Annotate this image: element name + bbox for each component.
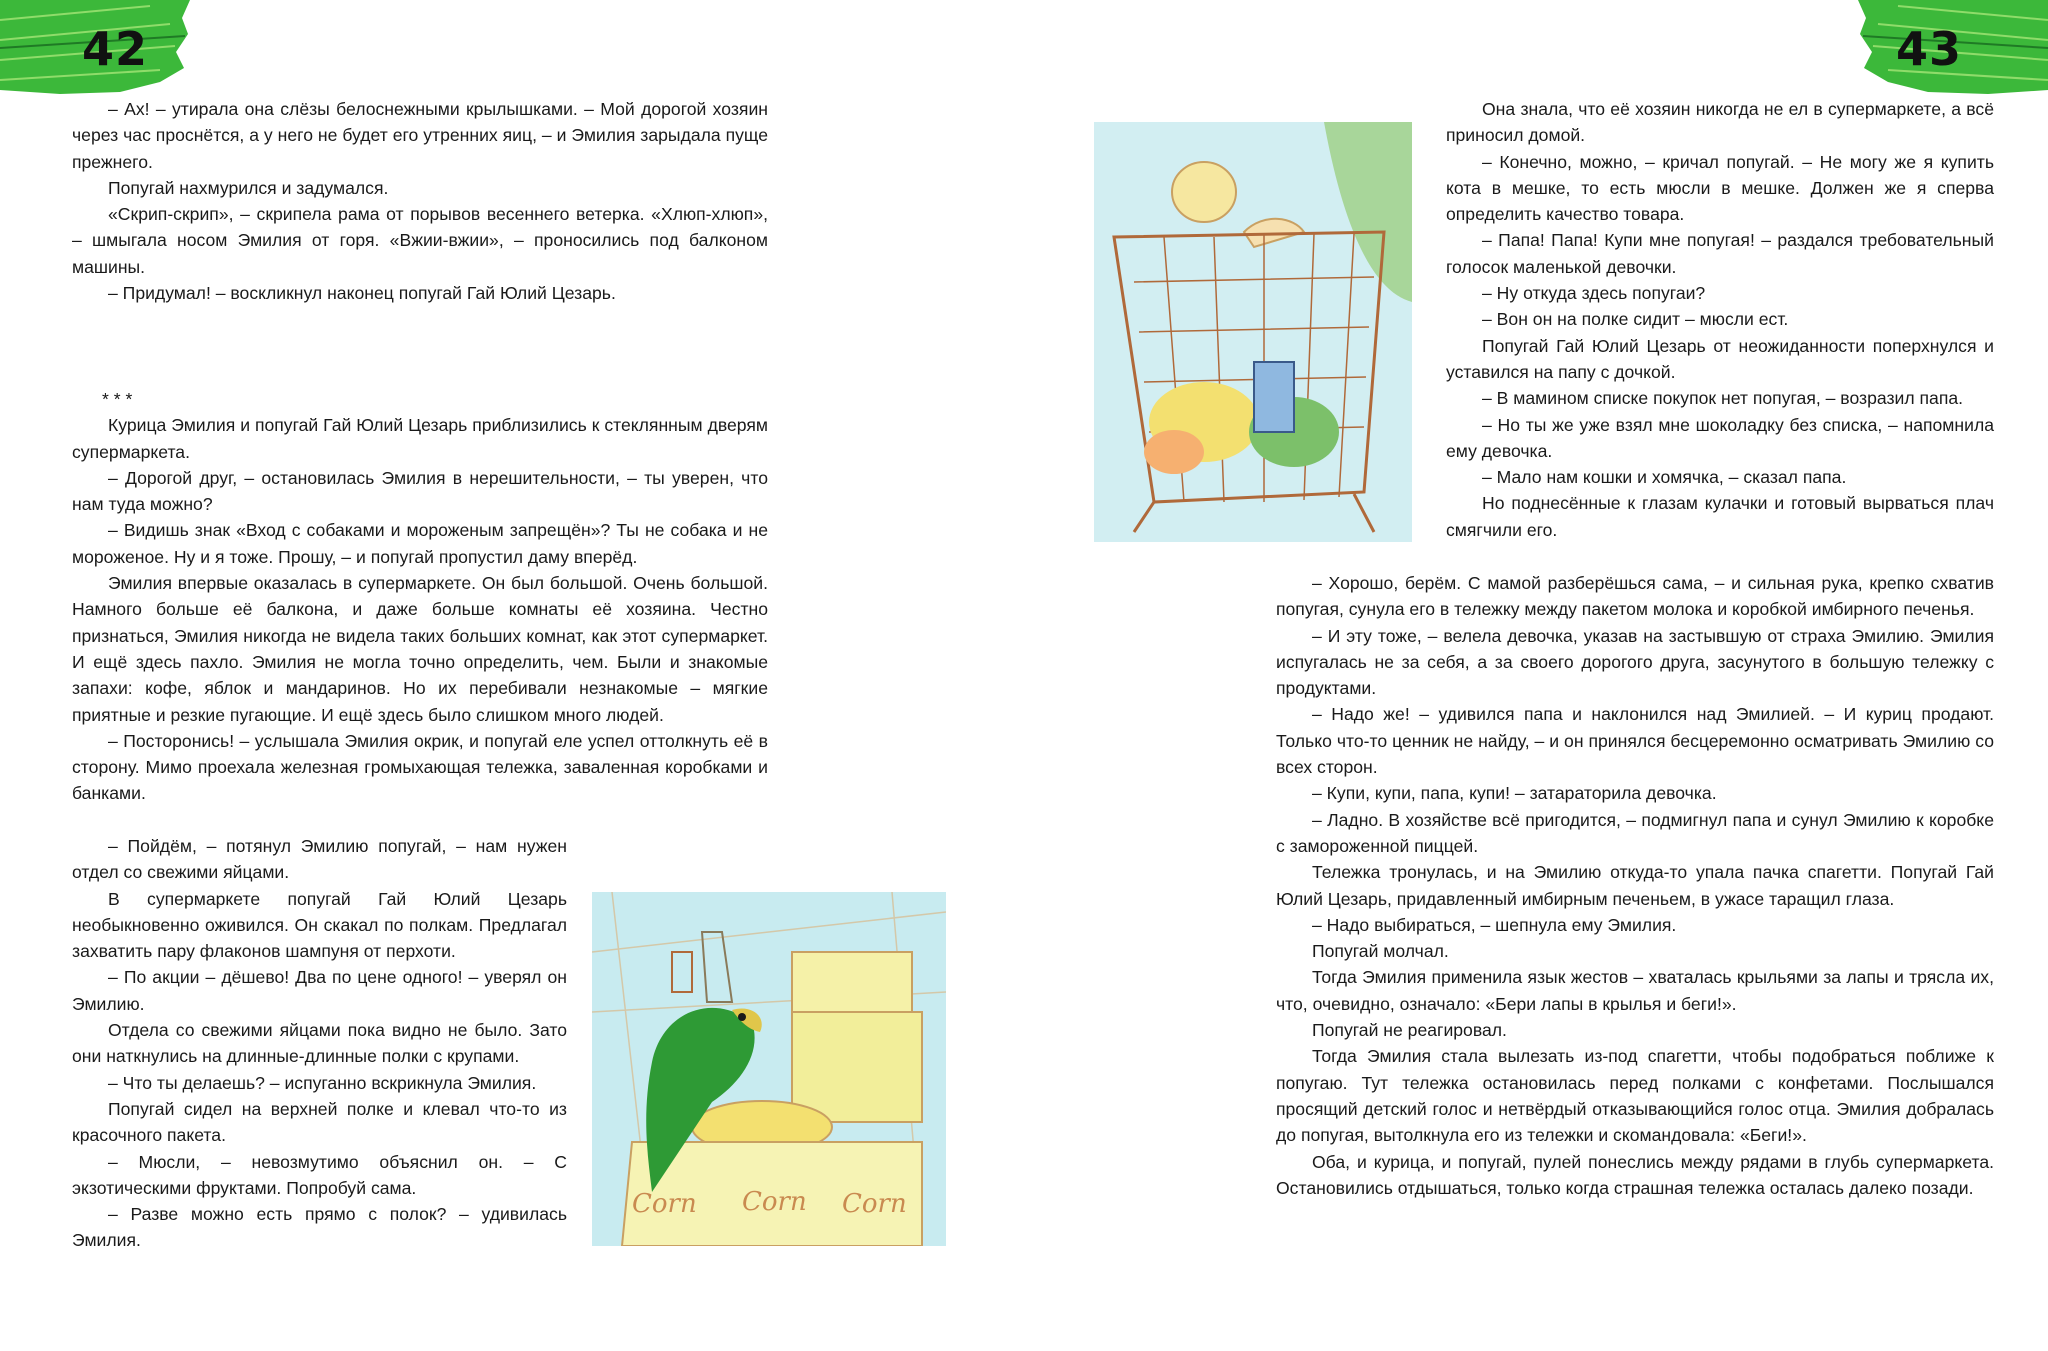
paragraph: – Надо выбираться, – шепнула ему Эмилия.	[1312, 914, 1677, 935]
paragraph: – По акции – дёшево! Два по цене одного! – уверял он Эмилию.	[72, 967, 567, 1014]
paragraph: – Разве можно есть прямо с полок? – удивилась Эмилия.	[72, 1204, 567, 1251]
paragraph: Она знала, что её хозяин никогда не ел в супермаркете, а всё приносил домой.	[1446, 99, 1994, 146]
paragraph: Попугай Гай Юлий Цезарь от неожиданности поперхнулся и уставился на папу с дочкой.	[1446, 335, 1994, 382]
paragraph: – Но ты же уже взял мне шоколадку без списка, – напомнила ему девочка.	[1446, 414, 1994, 461]
paragraph: Попугай не реагировал.	[1312, 1020, 1507, 1041]
paragraph: – Хорошо, берём. С мамой разберёшься сама, – и сильная рука, крепко схватив попугая, сунула его в тележку между пакетом молока и коробкой имбирного печенья.	[1276, 573, 1994, 620]
section-separator: * * *	[102, 389, 133, 409]
paragraph: Тогда Эмилия стала вылезать из-под спагетти, чтобы подобраться поближе к попугаю. Тут тележка остановилась перед полками с конфетами. Послышался просящий детский голос и нетвёрдый отказывающийся голос отца. Эмилия добралась до попугая, вытолкнула его из тележки и скомандовала: «Беги!».	[1276, 1046, 1994, 1146]
paragraph: Отдела со свежими яйцами пока видно не было. Зато они наткнулись на длинные-длинные полки с крупами.	[72, 1020, 567, 1067]
paragraph: – В мамином списке покупок нет попугая, – возразил папа.	[1482, 388, 1964, 409]
shopping-cart-illustration	[1094, 122, 1412, 542]
paragraph: Попугай молчал.	[1312, 941, 1449, 962]
paragraph: – Дорогой друг, – остановилась Эмилия в нерешительности, – ты уверен, что нам туда можно?	[72, 467, 768, 515]
paragraph: – Папа! Папа! Купи мне попугая! – раздался требовательный голосок маленькой девочки.	[1446, 230, 1994, 277]
paragraph: Попугай сидел на верхней полке и клевал что-то из красочного пакета.	[72, 1098, 567, 1146]
paragraph: Тогда Эмилия применила язык жестов – хваталась крыльями за лапы и трясла их, что, очевидно, означало: «Бери лапы в крылья и беги!».	[1276, 967, 1994, 1014]
paragraph: – И эту тоже, – велела девочка, указав на застывшую от страха Эмилию. Эмилия испугалась не за себя, а за своего дорогого друга, засунутого в большую тележку с продуктами.	[1276, 625, 1994, 699]
paragraph: – Ах! – утирала она слёзы белоснежными крылышками. – Мой дорогой хозяин через час проснётся, а у него не будет его утренних яиц, – и Эмилия зарыдала пуще прежнего.	[72, 99, 768, 172]
paragraph: – Вон он на полке сидит – мюсли ест.	[1482, 309, 1789, 330]
paragraph: – Конечно, можно, – кричал попугай. – Не могу же я купить кота в мешке, то есть мюсли в мешке. Должен же я сперва определить качество товара.	[1446, 151, 1994, 225]
paragraph: – Посторонись! – услышала Эмилия окрик, и попугай еле успел оттолкнуть её в сторону. Мимо проехала железная громыхающая тележка, заваленная коробками и банками.	[72, 730, 768, 804]
paragraph: – Пойдём, – потянул Эмилию попугай, – нам нужен отдел со свежими яйцами.	[72, 836, 567, 883]
illustration-box-label: Corn	[842, 1189, 907, 1219]
paragraph: – Купи, купи, папа, купи! – затараторила девочка.	[1312, 783, 1717, 804]
text-block-main	[72, 386, 768, 807]
paragraph: – Мало нам кошки и хомячка, – сказал папа.	[1482, 467, 1847, 488]
paragraph: Попугай нахмурился и задумался.	[108, 177, 389, 198]
illustration-box-label: Corn	[742, 1187, 807, 1217]
paragraph: Оба, и курица, и попугай, пулей понеслись между рядами в глубь супермаркета. Остановились отдышаться, только когда страшная тележка осталась далеко позади.	[1276, 1151, 1994, 1198]
page-number: 43	[1896, 22, 1963, 76]
paragraph: – Что ты делаешь? – испуганно вскрикнула Эмилия.	[108, 1072, 537, 1093]
illustration-box-label: Corn	[632, 1189, 697, 1219]
text-block-top	[72, 96, 768, 306]
paragraph: В супермаркете попугай Гай Юлий Цезарь необыкновенно оживился. Он скакал по полкам. Предлагал захватить пару флаконов шампуня от перхоти.	[72, 888, 567, 962]
paragraph: – Придумал! – воскликнул наконец попугай Гай Юлий Цезарь.	[108, 283, 616, 304]
text-block-narrow	[72, 833, 567, 1254]
text-block-full	[1276, 570, 1994, 1201]
page-number: 42	[82, 22, 149, 76]
paragraph: – Ну откуда здесь попугаи?	[1482, 283, 1706, 304]
paragraph: «Скрип-скрип», – скрипела рама от порывов весеннего ветерка. «Хлюп-хлюп», – шмыгала носом Эмилия от горя. «Вжии-вжии», – проносились под балконом машины.	[72, 204, 768, 277]
paragraph: Курица Эмилия и попугай Гай Юлий Цезарь приблизились к стеклянным дверям супермаркета.	[72, 415, 768, 462]
paragraph: Тележка тронулась, и на Эмилию откуда-то упала пачка спагетти. Попугай Гай Юлий Цезарь, придавленный имбирным печеньем, в ужасе таращил глаза.	[1276, 862, 1994, 909]
parrot-illustration	[592, 892, 946, 1246]
paragraph: – Ладно. В хозяйстве всё пригодится, – подмигнул папа и сунул Эмилию к коробке с замороженной пиццей.	[1276, 809, 1994, 856]
right-page	[1024, 0, 2048, 1351]
text-block-narrow	[1446, 96, 1994, 543]
paragraph: – Видишь знак «Вход с собаками и мороженым запрещён»? Ты не собака и не мороженое. Ну и я тоже. Прошу, – и попугай пропустил даму вперёд.	[72, 520, 768, 567]
paragraph: Эмилия впервые оказалась в супермаркете. Он был большой. Очень большой. Намного больше её балкона, и даже больше комнаты её хозяина. Честно признаться, Эмилия никогда не видела таких больших комнат, как этот супермаркет. И ещё здесь пахло. Эмилия не могла точно определить, чем. Были и знакомые запахи: кофе, яблок и мандаринов. Но их перебивали незнакомые – мягкие приятные и резкие пугающие. И ещё здесь было слишком много людей.	[72, 573, 768, 725]
paragraph: Но поднесённые к глазам кулачки и готовый вырваться плач смягчили его.	[1446, 493, 1994, 540]
paragraph: – Надо же! – удивился папа и наклонился над Эмилией. – И куриц продают. Только что-то ценник не найду, – и он принялся бесцеремонно осматривать Эмилию со всех сторон.	[1276, 704, 1994, 778]
paragraph: – Мюсли, – невозмутимо объяснил он. – С экзотическими фруктами. Попробуй сама.	[72, 1151, 567, 1198]
